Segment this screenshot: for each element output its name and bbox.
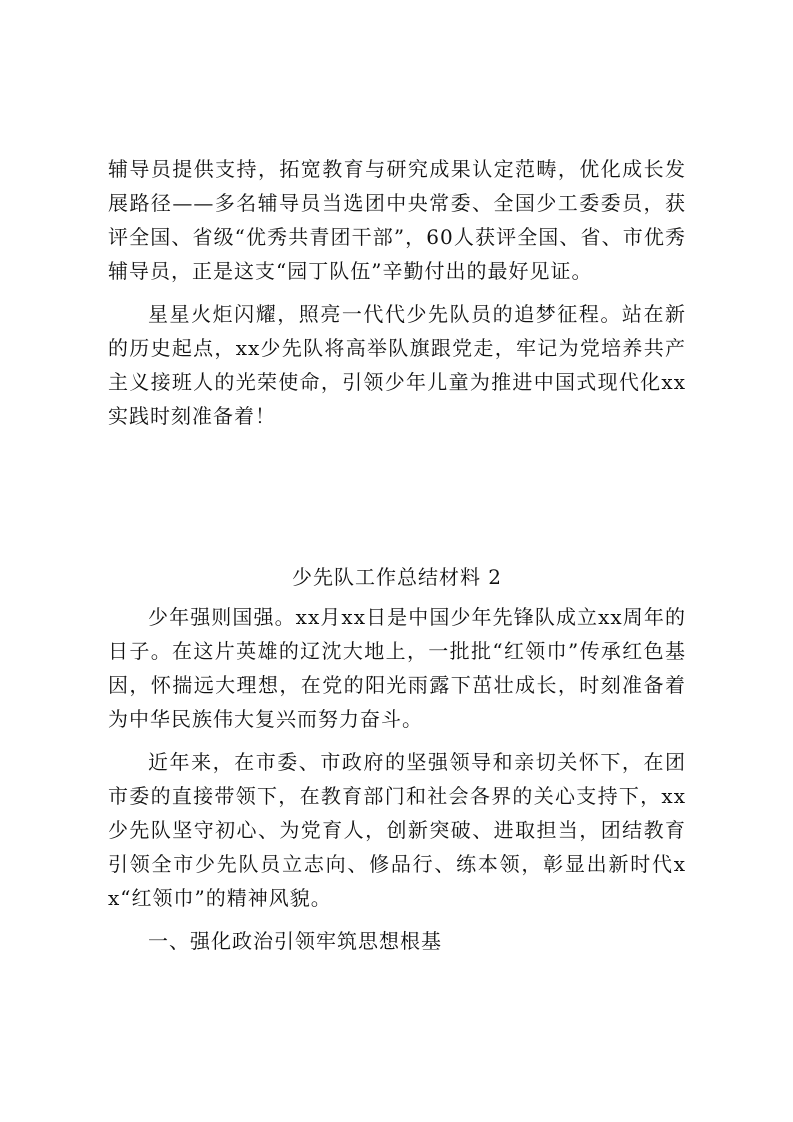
section-heading-political-guidance: 一、强化政治引领牢筑思想根基 [148, 929, 442, 953]
section-1 [108, 152, 686, 442]
paragraph-counselor-support: 辅导员提供支持，拓宽教育与研究成果认定范畴，优化成长发展路径——多名辅导员当选团中央常委、全国少工委委员，获评全国、省级“优秀共青团干部”，60人获评全国、省、市优秀辅导员，正是这支“园丁队伍”辛勤付出的最好见证。 [108, 157, 686, 283]
paragraph-torch-shines: 星星火炬闪耀，照亮一代代少先队员的追梦征程。站在新的历史起点，xx少先队将高举队旗跟党走，牢记为党培养共产主义接班人的光荣使命，引领少年儿童为推进中国式现代化xx实践时刻准备着！ [108, 302, 686, 428]
section-2 [108, 560, 686, 958]
paragraph-strong-youth: 少年强则国强。xx月xx日是中国少年先锋队成立xx周年的日子。在这片英雄的辽沈大地上，一批批“红领巾”传承红色基因，怀揣远大理想，在党的阳光雨露下茁壮成长，时刻准备着为中华民族伟大复兴而努力奋斗。 [108, 605, 686, 731]
document-title: 少先队工作总结材料 2 [291, 565, 503, 589]
paragraph-recent-years: 近年来，在市委、市政府的坚强领导和亲切关怀下，在团市委的直接带领下，在教育部门和社会各界的关心支持下，xx少先队坚守初心、为党育人，创新突破、进取担当，团结教育引领全市少先队员立志向、修品行、练本领，彰显出新时代xx“红领巾”的精神风貌。 [108, 750, 686, 910]
